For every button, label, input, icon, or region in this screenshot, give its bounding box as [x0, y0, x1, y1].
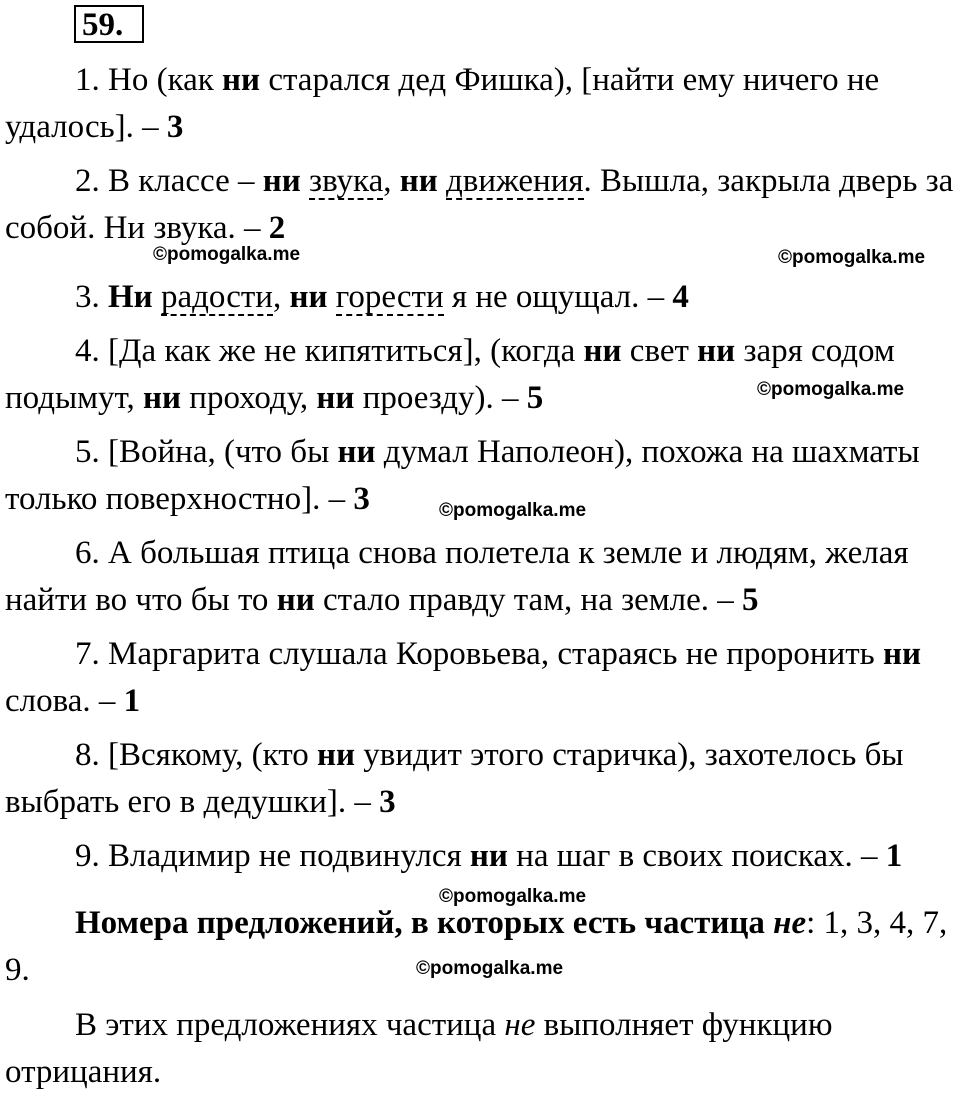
text-segment: свет: [621, 333, 698, 369]
text-segment: 2. В классе –: [75, 163, 263, 199]
text-segment: :: [806, 905, 816, 941]
text-segment: на шаг в своих поисках. –: [507, 838, 886, 874]
text-segment: 5. [Война, (что бы: [75, 434, 338, 470]
text-segment: увидит этого старичка), захотелось бы выбрать его в дедушки]. –: [5, 737, 904, 820]
answer-number: 1: [123, 683, 141, 719]
sentence-numbers: 1, 3, 4, 7, 9.: [5, 905, 948, 988]
watermark: ©pomogalka.me: [439, 886, 587, 907]
text-segment: [153, 279, 161, 315]
text-segment: проходу,: [181, 380, 317, 416]
text-segment: [327, 279, 335, 315]
sentence-9: [5, 833, 957, 880]
underlined-word: радости: [160, 279, 273, 315]
answer-number: 5: [742, 582, 759, 618]
answer-number: 5: [526, 380, 544, 416]
text-segment: думал Наполеон), похожа на шахматы только поверхностно]. –: [5, 434, 920, 517]
exercise-content: [5, 57, 957, 1103]
watermark: ©pomogalka.me: [778, 247, 926, 268]
particle-ni: Ни: [108, 279, 153, 315]
text-segment: заря содом подымут,: [5, 333, 895, 416]
particle-ni: ни: [262, 163, 301, 199]
sentence-3: [5, 274, 957, 321]
particle-ni: ни: [337, 434, 376, 470]
watermark: ©pomogalka.me: [757, 379, 905, 400]
particle-ne: не: [773, 905, 807, 941]
particle-ni: ни: [399, 163, 438, 199]
text-segment: 4. [Да как же не кипятиться], (когда: [75, 333, 584, 369]
answer-number: 3: [379, 784, 396, 820]
text-segment: проезду). –: [354, 380, 527, 416]
particle-ni: ни: [697, 333, 736, 369]
text-segment: ,: [383, 163, 400, 199]
particle-ni: ни: [469, 838, 508, 874]
sentence-2: [5, 158, 957, 252]
underlined-word: звука: [309, 163, 384, 199]
text-segment: стало правду там, на земле. –: [314, 582, 743, 618]
particle-ni: ни: [882, 636, 921, 672]
text-segment: ,: [272, 279, 290, 315]
sentence-4: [5, 328, 957, 422]
exercise-number: 59.: [74, 5, 144, 43]
text-segment: я не ощущал. –: [443, 279, 673, 315]
sentence-6: [5, 530, 957, 624]
watermark: ©pomogalka.me: [153, 244, 301, 265]
particle-ne: не: [504, 1007, 536, 1043]
underlined-word: горести: [335, 279, 444, 315]
particle-ni: ни: [316, 737, 355, 773]
answer-number: 4: [672, 279, 689, 315]
particle-ni: ни: [276, 582, 315, 618]
sentence-8: [5, 732, 957, 826]
text-segment: 8. [Всякому, (кто: [75, 737, 317, 773]
watermark: ©pomogalka.me: [416, 958, 564, 979]
text-segment: выполняет функцию отрицания.: [5, 1007, 833, 1090]
text-segment: . Вышла, закрыла дверь за собой. Ни звука. –: [5, 163, 954, 246]
text-segment: 7. Маргарита слушала Коровьева, стараясь не проронить: [75, 636, 883, 672]
sentence-1: [5, 57, 957, 151]
text-segment: [438, 163, 446, 199]
underlined-word: движения: [446, 163, 584, 199]
particle-ni: ни: [222, 62, 261, 98]
text-segment: [301, 163, 309, 199]
particle-ni: ни: [583, 333, 622, 369]
answer-number: 3: [166, 109, 184, 145]
text-segment: 1. Но (как: [75, 62, 223, 98]
particle-ni: ни: [316, 380, 355, 416]
text-segment: В этих предложениях частица: [75, 1007, 505, 1043]
text-segment: 9. Владимир не подвинулся: [75, 838, 470, 874]
conclusion: [5, 1002, 957, 1096]
answer-number: 1: [885, 838, 903, 874]
answer-number: 2: [268, 210, 286, 246]
sentence-7: [5, 631, 957, 725]
text-segment: 6. А большая птица снова полетела к земле и людям, желая найти во что бы то: [5, 535, 909, 618]
answer-number: 3: [353, 481, 370, 517]
text-segment: 3.: [75, 279, 108, 315]
text-segment: слова. –: [5, 683, 124, 719]
watermark: ©pomogalka.me: [439, 500, 587, 521]
summary-label: Номера предложений, в которых есть частица: [75, 905, 774, 941]
text-segment: старался дед Фишка), [найти ему ничего не удалось]. –: [5, 62, 880, 145]
particle-ni: ни: [289, 279, 328, 315]
particle-ni: ни: [143, 380, 182, 416]
